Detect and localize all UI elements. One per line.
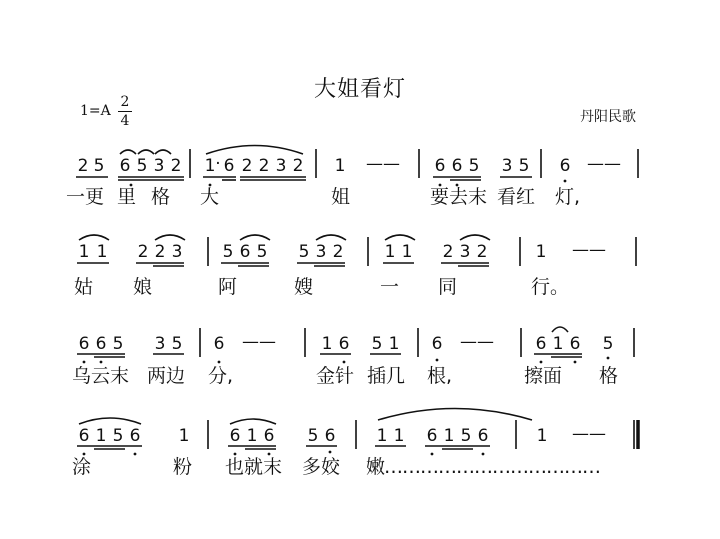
lyric: 姑: [74, 276, 94, 298]
note: 1: [96, 242, 108, 262]
augmentation-dot: ·: [215, 154, 221, 174]
lyric: 灯,: [555, 186, 581, 208]
note: 6: [263, 426, 275, 446]
note: 5: [93, 156, 105, 176]
note: 2: [77, 156, 89, 176]
note: 2: [170, 156, 182, 176]
meter-top: 2: [120, 94, 130, 110]
note: 1: [178, 426, 190, 446]
note: 6: [95, 334, 107, 354]
note: 2: [241, 156, 253, 176]
lyric: 嫩………………………………: [366, 456, 601, 478]
note: 2: [258, 156, 270, 176]
note: 1: [321, 334, 333, 354]
note: 2: [137, 242, 149, 262]
lyric: 两边: [147, 365, 186, 387]
attribution: 丹阳民歌: [580, 109, 636, 125]
note: 1: [443, 426, 455, 446]
note: 6: [229, 426, 241, 446]
note: 6: [78, 426, 90, 446]
note: 6: [239, 242, 251, 262]
note: 1: [246, 426, 258, 446]
note: 6: [569, 334, 581, 354]
dash: ——: [572, 424, 606, 444]
note: 1: [78, 242, 90, 262]
note: 5: [307, 426, 319, 446]
note: 5: [518, 156, 530, 176]
note: 5: [460, 426, 472, 446]
note: 6: [338, 334, 350, 354]
note: 1: [334, 156, 346, 176]
note: 5: [112, 426, 124, 446]
lyric: 粉: [173, 456, 193, 478]
lyric: 要去末: [430, 186, 488, 208]
note: 1: [393, 426, 405, 446]
lyric: 姐: [331, 186, 351, 208]
note: 1: [535, 242, 547, 262]
lyric: 行。: [531, 276, 570, 298]
note: 5: [298, 242, 310, 262]
note: 5: [602, 334, 614, 354]
lyric: 乌云末: [72, 365, 130, 387]
note: 1: [401, 242, 413, 262]
note: 6: [426, 426, 438, 446]
note: 3: [171, 242, 183, 262]
lyric: 看红: [497, 186, 536, 208]
note: 5: [468, 156, 480, 176]
lyric: 阿: [218, 276, 238, 298]
lyric: 里: [117, 186, 137, 208]
note: 1: [388, 334, 400, 354]
lyric: 嫂: [294, 276, 314, 298]
lyric: 插几: [367, 365, 406, 387]
note: 6: [129, 426, 141, 446]
note: 6: [559, 156, 571, 176]
note: 6: [535, 334, 547, 354]
meter-bottom: 4: [120, 113, 130, 129]
dash: ——: [460, 332, 494, 352]
song-title: 大姐看灯: [313, 77, 406, 102]
note: 6: [119, 156, 131, 176]
note: 5: [371, 334, 383, 354]
note: 3: [315, 242, 327, 262]
lyric: 一更: [66, 186, 105, 208]
note: 5: [136, 156, 148, 176]
note: 1: [204, 156, 216, 176]
note: 1: [536, 426, 548, 446]
note: 6: [223, 156, 235, 176]
note: 1: [552, 334, 564, 354]
note: 1: [95, 426, 107, 446]
note: 2: [476, 242, 488, 262]
note: 3: [501, 156, 513, 176]
dash: ——: [572, 240, 606, 260]
note: 6: [431, 334, 443, 354]
note: 2: [442, 242, 454, 262]
note: 6: [324, 426, 336, 446]
note: 5: [171, 334, 183, 354]
dash: ——: [242, 332, 276, 352]
note: 5: [222, 242, 234, 262]
lyric: 涂: [72, 456, 92, 478]
key-signature: 1=A: [80, 103, 111, 119]
lyric: 格: [599, 365, 619, 387]
note: 6: [213, 334, 225, 354]
note: 3: [154, 334, 166, 354]
note: 3: [275, 156, 287, 176]
lyric: 一: [380, 276, 400, 298]
note: 6: [451, 156, 463, 176]
lyric: 多姣: [302, 456, 341, 478]
lyric: 分,: [208, 365, 234, 387]
note: 3: [459, 242, 471, 262]
lyric: 娘: [133, 276, 153, 298]
lyric: 根,: [427, 365, 453, 387]
dash: ——: [366, 154, 400, 174]
note: 1: [384, 242, 396, 262]
note: 3: [153, 156, 165, 176]
note: 6: [434, 156, 446, 176]
note: 2: [332, 242, 344, 262]
lyric: 同: [438, 276, 458, 298]
lyric: 也就末: [225, 456, 283, 478]
note: 2: [154, 242, 166, 262]
note: 6: [78, 334, 90, 354]
note: 5: [112, 334, 124, 354]
note: 5: [256, 242, 268, 262]
dash: ——: [587, 154, 621, 174]
lyric: 金针: [316, 365, 355, 387]
lyric: 大: [200, 186, 220, 208]
note: 2: [292, 156, 304, 176]
lyric: 擦面: [524, 365, 563, 387]
note: 1: [376, 426, 388, 446]
lyric: 格: [151, 186, 171, 208]
note: 6: [477, 426, 489, 446]
